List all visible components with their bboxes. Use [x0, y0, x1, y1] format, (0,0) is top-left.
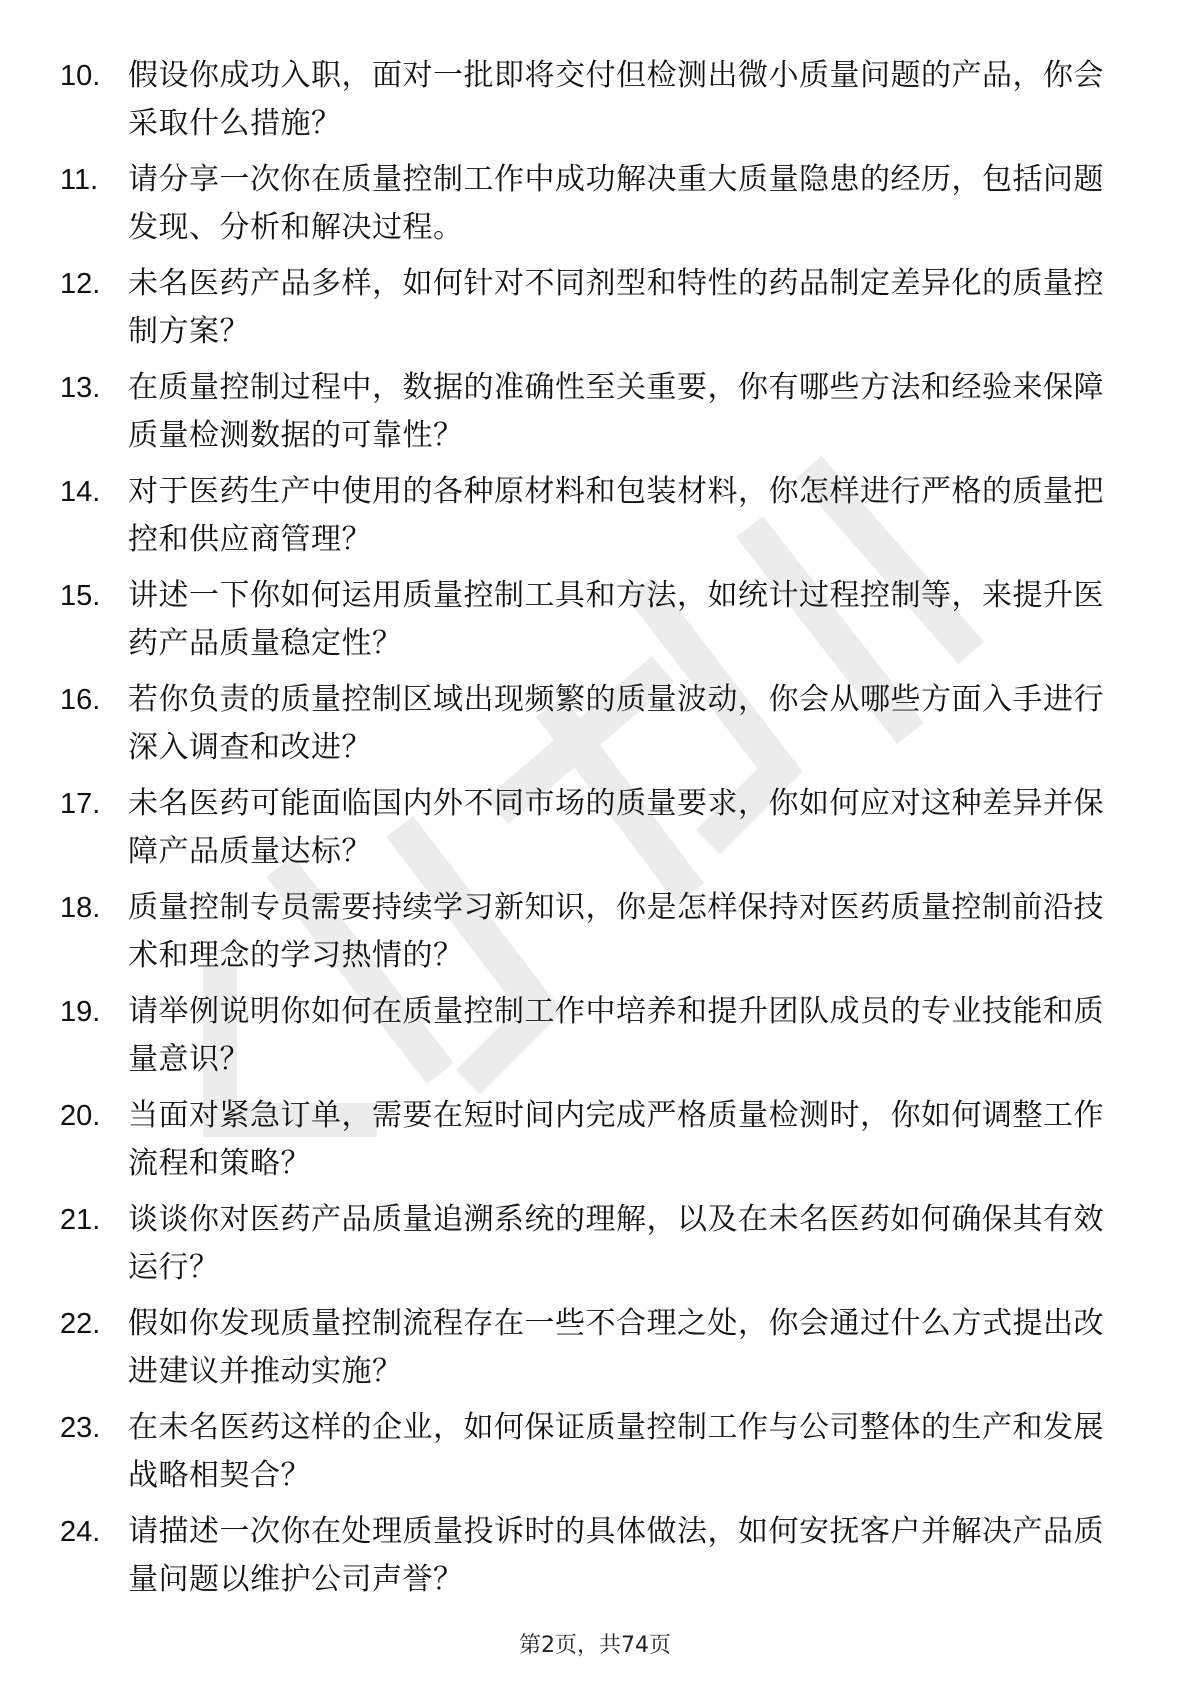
question-text: 未名医药产品多样，如何针对不同剂型和特性的药品制定差异化的质量控制方案？	[128, 266, 1104, 349]
question-item	[60, 780, 1120, 884]
question-number: 11.	[60, 164, 99, 196]
question-number: 19.	[60, 996, 101, 1028]
question-list	[60, 52, 1120, 1612]
question-item	[60, 1196, 1120, 1300]
question-text: 在未名医药这样的企业，如何保证质量控制工作与公司整体的生产和发展战略相契合？	[128, 1410, 1104, 1493]
question-number: 12.	[60, 268, 101, 300]
question-number: 20.	[60, 1100, 101, 1132]
question-number: 22.	[60, 1308, 101, 1340]
question-number: 14.	[60, 476, 101, 508]
question-item	[60, 52, 1120, 156]
question-text: 当面对紧急订单，需要在短时间内完成严格质量检测时，你如何调整工作流程和策略？	[128, 1098, 1104, 1181]
question-number: 18.	[60, 892, 101, 924]
question-item	[60, 676, 1120, 780]
question-text: 在质量控制过程中，数据的准确性至关重要，你有哪些方法和经验来保障质量检测数据的可靠性？	[128, 370, 1104, 453]
question-number: 16.	[60, 684, 101, 716]
question-item	[60, 988, 1120, 1092]
question-text: 假如你发现质量控制流程存在一些不合理之处，你会通过什么方式提出改进建议并推动实施？	[128, 1306, 1104, 1389]
question-number: 17.	[60, 788, 101, 820]
question-number: 13.	[60, 372, 101, 404]
question-text: 讲述一下你如何运用质量控制工具和方法，如统计过程控制等，来提升医药产品质量稳定性？	[128, 578, 1104, 661]
question-item	[60, 1404, 1120, 1508]
question-number: 21.	[60, 1204, 101, 1236]
question-item	[60, 260, 1120, 364]
question-item	[60, 572, 1120, 676]
question-number: 24.	[60, 1516, 101, 1548]
question-text: 未名医药可能面临国内外不同市场的质量要求，你如何应对这种差异并保障产品质量达标？	[128, 786, 1104, 869]
question-item	[60, 468, 1120, 572]
question-text: 谈谈你对医药产品质量追溯系统的理解，以及在未名医药如何确保其有效运行？	[128, 1202, 1104, 1285]
question-item	[60, 364, 1120, 468]
question-text: 请分享一次你在质量控制工作中成功解决重大质量隐患的经历，包括问题发现、分析和解决过程。	[128, 162, 1104, 245]
question-text: 请描述一次你在处理质量投诉时的具体做法，如何安抚客户并解决产品质量问题以维护公司声誉？	[128, 1514, 1104, 1597]
question-number: 15.	[60, 580, 101, 612]
question-text: 质量控制专员需要持续学习新知识，你是怎样保持对医药质量控制前沿技术和理念的学习热情的？	[128, 890, 1104, 973]
question-item	[60, 1508, 1120, 1612]
question-number: 23.	[60, 1412, 101, 1444]
question-text: 对于医药生产中使用的各种原材料和包装材料，你怎样进行严格的质量把控和供应商管理？	[128, 474, 1104, 557]
question-item	[60, 156, 1120, 260]
page-number-footer: 第2页，共74页	[519, 1633, 671, 1658]
question-text: 请举例说明你如何在质量控制工作中培养和提升团队成员的专业技能和质量意识？	[128, 994, 1104, 1077]
question-text: 假设你成功入职，面对一批即将交付但检测出微小质量问题的产品，你会采取什么措施？	[128, 58, 1104, 141]
question-text: 若你负责的质量控制区域出现频繁的质量波动，你会从哪些方面入手进行深入调查和改进？	[128, 682, 1104, 765]
question-item	[60, 1092, 1120, 1196]
question-item	[60, 1300, 1120, 1404]
question-number: 10.	[60, 60, 101, 92]
question-item	[60, 884, 1120, 988]
